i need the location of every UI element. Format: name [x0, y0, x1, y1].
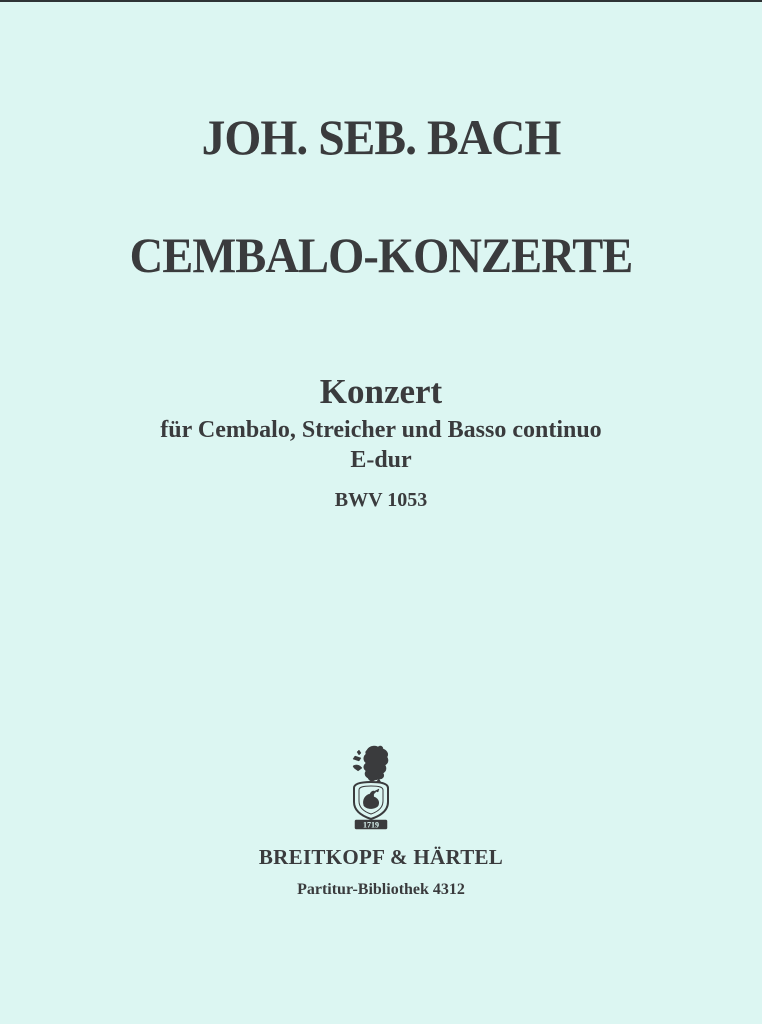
page-top-edge: [0, 0, 762, 2]
logo-year: 1719: [363, 820, 379, 830]
composer-name: JOH. SEB. BACH: [201, 109, 561, 165]
breitkopf-haertel-bear-emblem-icon: [345, 744, 397, 830]
work-title: Konzert: [319, 372, 443, 411]
key-signature: E-dur: [350, 447, 412, 473]
instrumentation: für Cembalo, Streicher und Basso continuo: [160, 417, 602, 443]
publisher-name: BREITKOPF & HÄRTEL: [258, 845, 504, 869]
catalog-number: BWV 1053: [334, 489, 428, 511]
series-number: Partitur-Bibliothek 4312: [297, 881, 465, 898]
collection-title: CEMBALO-KONZERTE: [129, 227, 633, 283]
